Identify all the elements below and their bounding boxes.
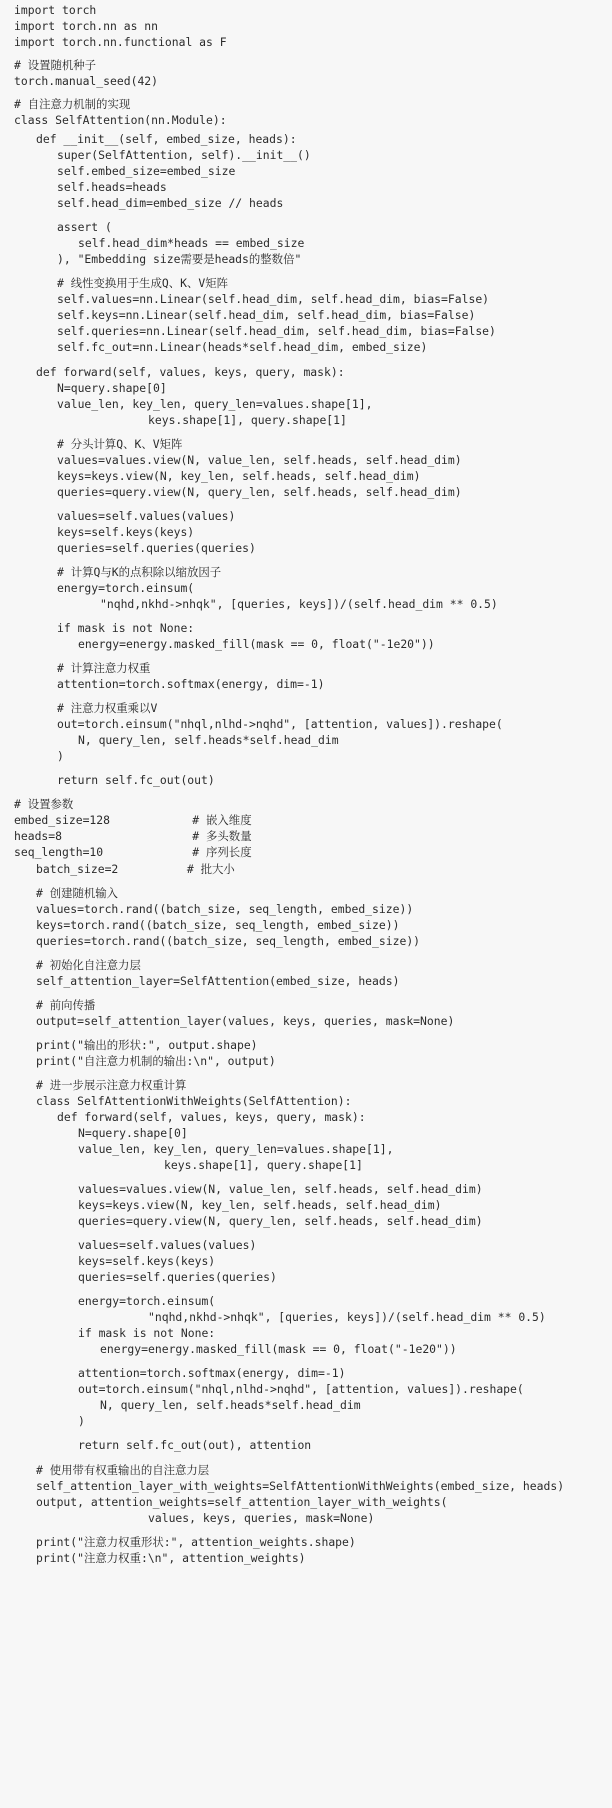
code-comment-line: # 前向传播 [36,998,96,1012]
code-line: queries=torch.rand((batch_size, seq_length, embed_size)) [36,934,421,948]
code-line: queries=self.queries(queries) [57,541,256,555]
code-comment-line: # 创建随机输入 [36,886,119,900]
code-line: seq_length=10 # 序列长度 [14,845,252,859]
code-comment-line: # 初始化自注意力层 [36,958,141,972]
code-line: attention=torch.softmax(energy, dim=-1) [78,1366,346,1380]
code-line: out=torch.einsum("nhql,nlhd->nqhd", [attention, values]).reshape( [57,717,503,731]
code-line: values=torch.rand((batch_size, seq_length, embed_size)) [36,902,414,916]
code-line: energy=torch.einsum( [57,581,195,595]
code-line: attention=torch.softmax(energy, dim=-1) [57,677,325,691]
code-line: super(SelfAttention, self).__init__() [57,148,311,162]
code-line: print("自注意力机制的输出:\n", output) [36,1054,276,1068]
code-line: value_len, key_len, query_len=values.shape[1], [57,397,373,411]
code-line: import torch.nn.functional as F [14,35,227,49]
code-line: N, query_len, self.heads*self.head_dim [78,733,339,747]
code-line: self.head_dim=embed_size // heads [57,196,284,210]
code-line: batch_size=2 # 批大小 [36,862,235,876]
code-line: self.queries=nn.Linear(self.head_dim, self.head_dim, bias=False) [57,324,496,338]
code-comment-line: # 注意力权重乘以V [57,701,158,715]
code-comment-line: # 进一步展示注意力权重计算 [36,1078,187,1092]
code-line: self.fc_out=nn.Linear(heads*self.head_dim, embed_size) [57,340,428,354]
code-line: energy=torch.einsum( [78,1294,216,1308]
code-line: keys=self.keys(keys) [57,525,195,539]
code-line: self_attention_layer=SelfAttention(embed_size, heads) [36,974,400,988]
code-line: def forward(self, values, keys, query, mask): [36,365,345,379]
code-line: values, keys, queries, mask=None) [148,1511,375,1525]
code-line: N=query.shape[0] [78,1126,188,1140]
code-line: N, query_len, self.heads*self.head_dim [100,1398,361,1412]
code-line: if mask is not None: [57,621,195,635]
code-line: output=self_attention_layer(values, keys, queries, mask=None) [36,1014,455,1028]
code-line: queries=self.queries(queries) [78,1270,277,1284]
code-line: keys=keys.view(N, key_len, self.heads, self.head_dim) [78,1198,442,1212]
code-line: ), "Embedding size需要是heads的整数倍" [57,252,302,266]
code-line: keys.shape[1], query.shape[1] [164,1158,363,1172]
code-line: "nqhd,nkhd->nhqk", [queries, keys])/(self.head_dim ** 0.5) [100,597,498,611]
code-line: queries=query.view(N, query_len, self.heads, self.head_dim) [57,485,462,499]
code-line: self.embed_size=embed_size [57,164,236,178]
code-line: keys=self.keys(keys) [78,1254,216,1268]
code-line: print("注意力权重形状:", attention_weights.shape) [36,1535,356,1549]
code-line: import torch.nn as nn [14,19,159,33]
code-comment-line: # 分头计算Q、K、V矩阵 [57,437,183,451]
code-comment-line: # 线性变换用于生成Q、K、V矩阵 [57,276,228,290]
code-comment-line: # 计算Q与K的点积除以缩放因子 [57,565,222,579]
code-line: self_attention_layer_with_weights=SelfAttentionWithWeights(embed_size, heads) [36,1479,565,1493]
code-line: keys=keys.view(N, key_len, self.heads, self.head_dim) [57,469,421,483]
code-comment-line: # 计算注意力权重 [57,661,151,675]
code-line: self.head_dim*heads == embed_size [78,236,305,250]
code-line: def __init__(self, embed_size, heads): [36,132,297,146]
code-line: embed_size=128 # 嵌入维度 [14,813,252,827]
code-line: heads=8 # 多头数量 [14,829,252,843]
code-line: out=torch.einsum("nhql,nlhd->nqhd", [attention, values]).reshape( [78,1382,524,1396]
code-line: print("输出的形状:", output.shape) [36,1038,258,1052]
code-line: keys=torch.rand((batch_size, seq_length, embed_size)) [36,918,400,932]
code-line: N=query.shape[0] [57,381,167,395]
code-line: values=values.view(N, value_len, self.heads, self.head_dim) [78,1182,483,1196]
code-comment-line: # 设置随机种子 [14,58,97,72]
code-line: "nqhd,nkhd->nhqk", [queries, keys])/(self.head_dim ** 0.5) [148,1310,546,1324]
code-line: energy=energy.masked_fill(mask == 0, float("-1e20")) [78,637,435,651]
code-comment-line: # 设置参数 [14,797,74,811]
code-comment-line: # 使用带有权重输出的自注意力层 [36,1463,210,1477]
code-line: class SelfAttentionWithWeights(SelfAttention): [36,1094,352,1108]
code-line: print("注意力权重:\n", attention_weights) [36,1551,306,1565]
code-line: value_len, key_len, query_len=values.shape[1], [78,1142,394,1156]
code-line: ) [78,1414,85,1428]
code-line: assert ( [57,220,112,234]
code-line: output, attention_weights=self_attention_layer_with_weights( [36,1495,448,1509]
code-line: return self.fc_out(out), attention [78,1438,312,1452]
code-line: ) [57,749,64,763]
code-line: class SelfAttention(nn.Module): [14,113,227,127]
code-line: import torch [14,3,97,17]
code-line: values=self.values(values) [57,509,236,523]
code-line: torch.manual_seed(42) [14,74,159,88]
code-line: values=values.view(N, value_len, self.heads, self.head_dim) [57,453,462,467]
code-line: self.keys=nn.Linear(self.head_dim, self.head_dim, bias=False) [57,308,476,322]
code-line: def forward(self, values, keys, query, mask): [57,1110,366,1124]
code-comment-line: # 自注意力机制的实现 [14,97,131,111]
code-line: energy=energy.masked_fill(mask == 0, float("-1e20")) [100,1342,457,1356]
code-line: self.heads=heads [57,180,167,194]
code-line: if mask is not None: [78,1326,216,1340]
code-line: return self.fc_out(out) [57,773,215,787]
code-line: self.values=nn.Linear(self.head_dim, self.head_dim, bias=False) [57,292,490,306]
code-line: queries=query.view(N, query_len, self.heads, self.head_dim) [78,1214,483,1228]
code-line: values=self.values(values) [78,1238,257,1252]
code-line: keys.shape[1], query.shape[1] [148,413,347,427]
